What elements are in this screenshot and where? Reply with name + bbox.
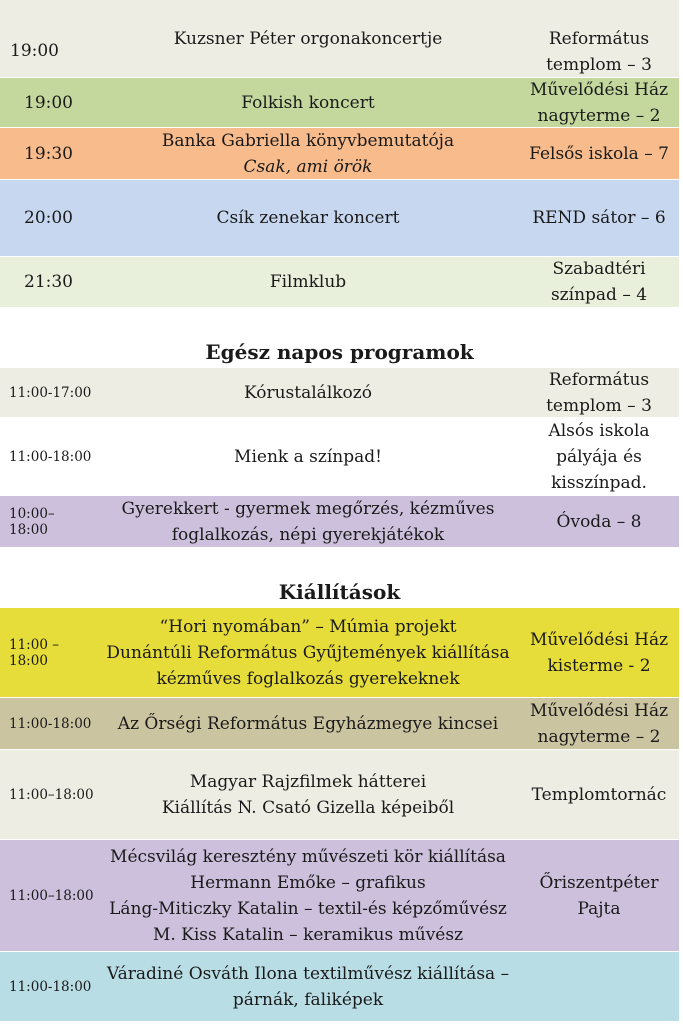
table-row [0, 608, 679, 698]
time-cell: 11:00 –18:00 [9, 636, 59, 669]
event-cell [97, 496, 519, 548]
location-cell [519, 141, 679, 167]
event-line: Láng-Miticzky Katalin – textil-és képzőművész [109, 898, 507, 919]
location-line: nagyterme – 2 [537, 105, 661, 126]
event-line: Banka Gabriella könyvbemutatója [161, 130, 455, 151]
location-cell [519, 418, 679, 496]
location-cell [519, 870, 679, 922]
event-line: Magyar Rajzfilmek hátterei [189, 771, 427, 792]
location-cell [519, 205, 679, 231]
location-line: Templomtornác [531, 784, 667, 805]
time-cell: 19:00 [24, 92, 73, 113]
section-heading-all-day: Egész napos programok [205, 340, 474, 364]
event-cell [97, 205, 519, 231]
location-line: színpad – 4 [550, 285, 648, 305]
time-cell: 11:00-17:00 [9, 384, 92, 401]
table-row [0, 128, 679, 180]
location-line: templom – 3 [546, 55, 652, 75]
table-row [0, 952, 679, 1022]
event-line: “Hori nyomában” – Múmia projekt [159, 616, 457, 637]
event-line: Az Őrségi Református Egyházmegye kincsei [117, 713, 499, 734]
event-line: Filmklub [269, 272, 347, 292]
event-cell [97, 769, 519, 821]
evening-program-table [0, 0, 679, 308]
event-line: Mienk a színpad! [234, 446, 382, 467]
book-title: Csak, ami örök [243, 156, 373, 177]
location-line: Alsós iskola [548, 420, 650, 441]
event-cell [97, 380, 519, 406]
event-cell [97, 269, 519, 295]
event-line: Kórustalálkozó [244, 382, 372, 403]
location-line: Művelődési Ház [529, 700, 669, 721]
event-cell [97, 711, 519, 737]
location-cell [519, 782, 679, 808]
location-line: Művelődési Ház [529, 79, 669, 100]
time-cell: 19:30 [24, 143, 73, 164]
table-row [0, 496, 679, 548]
event-line: Hermann Emőke – grafikus [190, 872, 426, 893]
time-cell: 10:00– 18:00 [9, 505, 55, 538]
location-line: Óvoda – 8 [556, 511, 642, 532]
time-cell: 20:00 [24, 208, 73, 228]
table-row [0, 750, 679, 840]
event-cell [97, 844, 519, 948]
location-cell [519, 0, 679, 77]
location-line: templom – 3 [546, 395, 652, 416]
event-line: Kiállítás N. Csató Gizella képeiből [161, 797, 455, 818]
event-cell [97, 444, 519, 470]
event-line: Folkish koncert [241, 92, 375, 113]
location-line: Felsős iskola – 7 [529, 143, 669, 164]
time-cell: 11:00–18:00 [9, 786, 94, 803]
location-line: pályája és [556, 446, 642, 467]
event-line: párnák, faliképek [232, 989, 384, 1010]
table-row [0, 78, 679, 128]
time-cell: 19:00 [10, 41, 59, 61]
location-line: Pajta [577, 898, 621, 919]
location-cell [519, 627, 679, 679]
location-line: Református [548, 369, 650, 390]
event-line: Csík zenekar koncert [216, 208, 400, 228]
event-line: Dunántúli Református Gyűjtemények kiállítása [106, 642, 510, 663]
location-line: nagyterme – 2 [537, 726, 661, 747]
location-line: REND sátor – 6 [532, 208, 666, 228]
time-cell: 11:00-18:00 [9, 448, 92, 465]
location-line: Őriszentpéter [539, 872, 659, 893]
location-line: kisszínpad. [551, 472, 647, 493]
table-row [0, 840, 679, 952]
location-cell [519, 256, 679, 308]
event-line: M. Kiss Katalin – keramikus művész [152, 924, 464, 945]
location-cell [519, 77, 679, 129]
event-line: Gyerekkert - gyermek megőrzés, kézműves [121, 498, 495, 519]
event-line: Mécsvilág keresztény művészeti kör kiállítása [110, 846, 506, 867]
location-cell [519, 698, 679, 750]
event-cell [97, 614, 519, 692]
table-row [0, 0, 679, 78]
location-line: Művelődési Ház [529, 629, 669, 650]
event-line: foglalkozás, népi gyerekjátékok [171, 524, 445, 545]
event-cell [97, 90, 519, 116]
time-cell: 11:00–18:00 [9, 887, 94, 904]
time-cell: 11:00-18:00 [9, 978, 92, 995]
table-row [0, 368, 679, 418]
exhibitions-table [0, 608, 679, 1022]
event-line: Kuzsner Péter orgonakoncertje [173, 29, 443, 49]
location-line: Református [548, 29, 650, 49]
location-line: kisterme - 2 [547, 655, 651, 676]
event-line: kézműves foglalkozás gyerekeknek [156, 668, 460, 689]
event-cell [97, 0, 519, 77]
table-row [0, 180, 679, 257]
table-row [0, 257, 679, 308]
section-heading-exhibitions: Kiállítások [278, 580, 401, 604]
location-line: Szabadtéri [552, 259, 646, 279]
event-cell [97, 961, 519, 1013]
event-line: Váradiné Osváth Ilona textilművész kiállítása – [106, 963, 510, 984]
time-cell: 11:00-18:00 [9, 715, 92, 732]
event-cell [97, 128, 519, 180]
table-row [0, 418, 679, 496]
table-row [0, 698, 679, 750]
location-cell [519, 509, 679, 535]
time-cell: 21:30 [24, 272, 73, 292]
location-cell [519, 367, 679, 419]
all-day-program-table [0, 368, 679, 548]
